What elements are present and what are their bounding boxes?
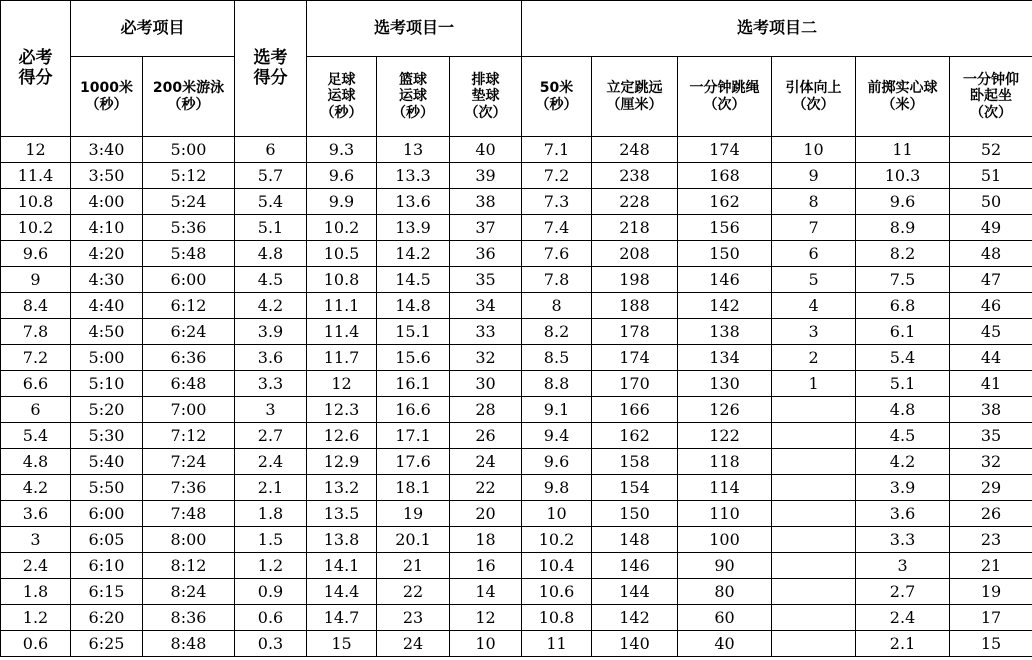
table-cell: 13 [377,137,450,163]
table-cell: 20 [450,501,522,527]
table-cell: 13.6 [377,189,450,215]
table-cell: 14.5 [377,267,450,293]
table-cell: 144 [592,579,678,605]
table-cell: 4:30 [71,267,143,293]
table-cell [772,605,856,631]
table-cell [772,527,856,553]
table-cell: 8:36 [143,605,235,631]
table-cell: 0.3 [235,631,307,657]
table-cell: 80 [678,579,772,605]
table-cell: 188 [592,293,678,319]
table-cell: 13.2 [307,475,377,501]
table-cell: 10.5 [307,241,377,267]
table-cell: 9.3 [307,137,377,163]
table-cell: 8 [522,293,592,319]
table-cell: 10 [772,137,856,163]
table-cell: 14.7 [307,605,377,631]
table-cell: 5:00 [71,345,143,371]
table-cell: 3 [235,397,307,423]
table-cell: 38 [450,189,522,215]
table-cell: 4.8 [1,449,71,475]
medicine-ball-header: 前掷实心球 （米） [856,57,950,137]
table-cell: 138 [678,319,772,345]
table-cell: 13.9 [377,215,450,241]
table-cell: 40 [678,631,772,657]
table-body [1,137,1032,657]
table-cell: 3.9 [856,475,950,501]
table-cell: 6:20 [71,605,143,631]
table-cell: 4:10 [71,215,143,241]
table-cell: 40 [450,137,522,163]
table-cell: 18 [450,527,522,553]
table-cell: 14.2 [377,241,450,267]
table-cell: 39 [450,163,522,189]
table-cell: 17.1 [377,423,450,449]
table-cell: 1 [772,371,856,397]
table-cell: 16.1 [377,371,450,397]
table-cell: 150 [592,501,678,527]
table-cell: 34 [450,293,522,319]
table-cell: 10.2 [522,527,592,553]
table-cell: 1.5 [235,527,307,553]
table-cell: 3:40 [71,137,143,163]
table-cell: 24 [450,449,522,475]
table-cell: 238 [592,163,678,189]
table-cell: 37 [450,215,522,241]
table-cell: 11.4 [307,319,377,345]
table-cell: 6:05 [71,527,143,553]
table-cell: 2.7 [856,579,950,605]
table-cell: 146 [592,553,678,579]
table-cell: 4.2 [235,293,307,319]
table-cell: 6:00 [71,501,143,527]
table-cell: 52 [950,137,1032,163]
pull-up-header: 引体向上 （次） [772,57,856,137]
table-cell: 90 [678,553,772,579]
table-cell: 6:12 [143,293,235,319]
table-cell: 9.6 [856,189,950,215]
table-cell: 4:20 [71,241,143,267]
elective-group1-header: 选考项目一 [307,1,522,57]
table-cell: 7.8 [522,267,592,293]
table-cell [772,501,856,527]
table-cell: 12.9 [307,449,377,475]
table-cell: 23 [377,605,450,631]
table-cell: 100 [678,527,772,553]
table-cell: 15.6 [377,345,450,371]
table-cell: 21 [377,553,450,579]
table-cell: 15 [950,631,1032,657]
table-row [1,553,1032,579]
table-cell: 7.1 [522,137,592,163]
sit-up-header: 一分钟仰 卧起坐 （次） [950,57,1032,137]
table-cell: 170 [592,371,678,397]
table-cell: 162 [592,423,678,449]
table-cell: 10.8 [307,267,377,293]
table-cell: 2.1 [235,475,307,501]
table-cell: 1.8 [235,501,307,527]
table-cell [772,553,856,579]
table-cell: 6.8 [856,293,950,319]
table-cell: 248 [592,137,678,163]
table-cell: 45 [950,319,1032,345]
table-cell: 148 [592,527,678,553]
table-cell: 5.1 [235,215,307,241]
table-cell: 9.1 [522,397,592,423]
table-cell: 10.6 [522,579,592,605]
table-cell: 8:12 [143,553,235,579]
table-row [1,397,1032,423]
table-cell: 32 [450,345,522,371]
table-cell: 142 [592,605,678,631]
table-row [1,423,1032,449]
table-row [1,449,1032,475]
table-cell: 6 [1,397,71,423]
table-cell: 162 [678,189,772,215]
table-cell: 10.2 [1,215,71,241]
table-cell: 4.2 [1,475,71,501]
table-cell: 10 [450,631,522,657]
table-cell: 5.4 [856,345,950,371]
table-cell: 10.3 [856,163,950,189]
table-cell: 122 [678,423,772,449]
table-cell: 0.6 [1,631,71,657]
table-cell: 3.3 [856,527,950,553]
table-row [1,137,1032,163]
table-row [1,579,1032,605]
table-cell: 4.8 [235,241,307,267]
table-cell: 8.2 [522,319,592,345]
table-cell: 3 [1,527,71,553]
table-row [1,605,1032,631]
table-row [1,215,1032,241]
table-cell: 1.2 [1,605,71,631]
table-cell: 12.3 [307,397,377,423]
table-cell: 10.2 [307,215,377,241]
table-cell: 5:36 [143,215,235,241]
table-cell: 0.9 [235,579,307,605]
table-cell: 22 [450,475,522,501]
table-cell: 26 [450,423,522,449]
table-row [1,241,1032,267]
table-cell: 11.4 [1,163,71,189]
table-cell: 13.5 [307,501,377,527]
elective-score-header: 选考 得分 [235,1,307,137]
table-cell: 7:48 [143,501,235,527]
required-score-header: 必考 得分 [1,1,71,137]
table-cell: 158 [592,449,678,475]
table-cell: 12 [1,137,71,163]
table-cell: 6:10 [71,553,143,579]
table-cell: 10 [522,501,592,527]
table-cell: 49 [950,215,1032,241]
table-cell: 174 [592,345,678,371]
table-cell: 5.4 [235,189,307,215]
table-cell: 16.6 [377,397,450,423]
table-cell: 5:20 [71,397,143,423]
table-cell: 17.6 [377,449,450,475]
football-header: 足球 运球 （秒） [307,57,377,137]
table-cell: 5:40 [71,449,143,475]
table-cell: 168 [678,163,772,189]
table-cell: 146 [678,267,772,293]
table-cell: 6:00 [143,267,235,293]
table-cell: 114 [678,475,772,501]
table-cell: 154 [592,475,678,501]
table-cell: 7.2 [522,163,592,189]
table-cell: 7.3 [522,189,592,215]
table-header [1,1,1032,137]
table-cell: 1.2 [235,553,307,579]
table-cell: 36 [450,241,522,267]
table-cell: 7.6 [522,241,592,267]
table-cell: 3:50 [71,163,143,189]
table-cell: 32 [950,449,1032,475]
table-cell: 12 [307,371,377,397]
table-cell: 8.5 [522,345,592,371]
table-row [1,293,1032,319]
table-cell: 9.6 [1,241,71,267]
table-row [1,267,1032,293]
table-cell: 7.8 [1,319,71,345]
table-cell: 228 [592,189,678,215]
table-cell: 5.1 [856,371,950,397]
table-cell: 8:00 [143,527,235,553]
table-cell: 9.6 [522,449,592,475]
table-cell: 2.4 [856,605,950,631]
table-cell: 2 [772,345,856,371]
table-cell: 8:24 [143,579,235,605]
table-cell: 6:24 [143,319,235,345]
table-cell: 4:00 [71,189,143,215]
table-cell: 178 [592,319,678,345]
table-cell: 15.1 [377,319,450,345]
table-cell: 8.2 [856,241,950,267]
table-cell: 14.8 [377,293,450,319]
table-cell: 10.4 [522,553,592,579]
table-cell: 7:24 [143,449,235,475]
table-cell [772,475,856,501]
table-cell: 10.8 [1,189,71,215]
table-cell: 4:40 [71,293,143,319]
table-cell: 7:00 [143,397,235,423]
table-cell: 166 [592,397,678,423]
table-cell: 11.1 [307,293,377,319]
table-cell: 23 [950,527,1032,553]
table-cell: 30 [450,371,522,397]
table-cell: 134 [678,345,772,371]
table-cell: 3 [856,553,950,579]
table-cell: 50 [950,189,1032,215]
table-cell: 9.8 [522,475,592,501]
required-items-header: 必考项目 [71,1,235,57]
table-cell: 5:00 [143,137,235,163]
table-cell: 2.7 [235,423,307,449]
table-cell: 13.3 [377,163,450,189]
table-cell: 5:30 [71,423,143,449]
table-cell: 46 [950,293,1032,319]
table-cell: 8 [772,189,856,215]
table-cell: 6.1 [856,319,950,345]
table-cell: 41 [950,371,1032,397]
table-row [1,163,1032,189]
table-cell: 51 [950,163,1032,189]
table-row [1,501,1032,527]
table-cell: 14.1 [307,553,377,579]
long-jump-header: 立定跳远 （厘米） [592,57,678,137]
table-cell: 8.4 [1,293,71,319]
table-cell: 9 [772,163,856,189]
table-cell: 13.8 [307,527,377,553]
volleyball-header: 排球 垫球 （次） [450,57,522,137]
table-cell: 218 [592,215,678,241]
table-cell: 2.1 [856,631,950,657]
table-cell: 6.6 [1,371,71,397]
table-cell: 3.9 [235,319,307,345]
table-cell: 35 [450,267,522,293]
table-cell: 8:48 [143,631,235,657]
table-cell: 5 [772,267,856,293]
table-row [1,345,1032,371]
table-row [1,527,1032,553]
table-cell: 8.9 [856,215,950,241]
table-cell: 16 [450,553,522,579]
table-cell: 9 [1,267,71,293]
table-cell: 198 [592,267,678,293]
table-cell: 48 [950,241,1032,267]
run-1000-header: 1000米 （秒） [71,57,143,137]
table-cell: 38 [950,397,1032,423]
table-cell: 4 [772,293,856,319]
table-cell: 12 [450,605,522,631]
table-cell: 7.2 [1,345,71,371]
table-cell: 6:15 [71,579,143,605]
table-cell: 174 [678,137,772,163]
table-cell: 3.6 [1,501,71,527]
table-cell: 5:50 [71,475,143,501]
table-row [1,631,1032,657]
table-cell: 12.6 [307,423,377,449]
table-cell: 11 [856,137,950,163]
table-cell: 3.3 [235,371,307,397]
table-cell: 156 [678,215,772,241]
table-cell: 10.8 [522,605,592,631]
table-cell: 6 [235,137,307,163]
table-cell: 60 [678,605,772,631]
table-cell: 5:24 [143,189,235,215]
table-cell: 7.5 [856,267,950,293]
table-cell: 33 [450,319,522,345]
table-cell: 208 [592,241,678,267]
table-cell: 7.4 [522,215,592,241]
rope-skip-header: 一分钟跳绳 （次） [678,57,772,137]
table-cell: 15 [307,631,377,657]
table-cell: 29 [950,475,1032,501]
table-cell: 140 [592,631,678,657]
table-cell: 6:48 [143,371,235,397]
table-cell: 14 [450,579,522,605]
table-cell: 3 [772,319,856,345]
table-cell: 1.8 [1,579,71,605]
table-row [1,475,1032,501]
table-cell [772,397,856,423]
table-cell: 5:10 [71,371,143,397]
sprint-50-header: 50米 （秒） [522,57,592,137]
table-cell: 26 [950,501,1032,527]
table-cell [772,423,856,449]
table-cell: 18.1 [377,475,450,501]
table-cell: 6:36 [143,345,235,371]
table-cell: 21 [950,553,1032,579]
swim-200-header: 200米游泳 （秒） [143,57,235,137]
table-cell: 5.4 [1,423,71,449]
table-cell: 5:48 [143,241,235,267]
table-cell: 7:12 [143,423,235,449]
table-cell: 14.4 [307,579,377,605]
table-cell: 47 [950,267,1032,293]
table-cell: 126 [678,397,772,423]
table-cell: 4.5 [235,267,307,293]
table-cell: 19 [377,501,450,527]
table-cell: 22 [377,579,450,605]
table-cell: 35 [950,423,1032,449]
table-cell: 44 [950,345,1032,371]
table-cell: 9.4 [522,423,592,449]
table-cell: 5:12 [143,163,235,189]
table-cell: 24 [377,631,450,657]
table-cell [772,631,856,657]
table-cell: 5.7 [235,163,307,189]
basketball-header: 篮球 运球 （秒） [377,57,450,137]
table-cell: 6 [772,241,856,267]
table-cell [772,579,856,605]
table-cell: 130 [678,371,772,397]
table-cell: 3.6 [235,345,307,371]
table-cell: 11.7 [307,345,377,371]
table-cell: 3.6 [856,501,950,527]
table-cell: 9.6 [307,163,377,189]
table-cell: 4.8 [856,397,950,423]
table-cell: 2.4 [235,449,307,475]
table-cell: 150 [678,241,772,267]
elective-group2-header: 选考项目二 [522,1,1032,57]
table-cell: 7 [772,215,856,241]
table-cell: 118 [678,449,772,475]
table-cell: 19 [950,579,1032,605]
table-cell: 2.4 [1,553,71,579]
table-cell: 9.9 [307,189,377,215]
table-cell: 4.2 [856,449,950,475]
table-cell: 0.6 [235,605,307,631]
table-cell: 20.1 [377,527,450,553]
table-row [1,371,1032,397]
table-cell: 6:25 [71,631,143,657]
table-cell: 11 [522,631,592,657]
table-cell: 4:50 [71,319,143,345]
table-cell: 7:36 [143,475,235,501]
table-cell: 8.8 [522,371,592,397]
table-cell: 17 [950,605,1032,631]
table-row [1,189,1032,215]
table-cell [772,449,856,475]
table-cell: 28 [450,397,522,423]
table-cell: 142 [678,293,772,319]
table-cell: 110 [678,501,772,527]
table-cell: 4.5 [856,423,950,449]
table-row [1,319,1032,345]
